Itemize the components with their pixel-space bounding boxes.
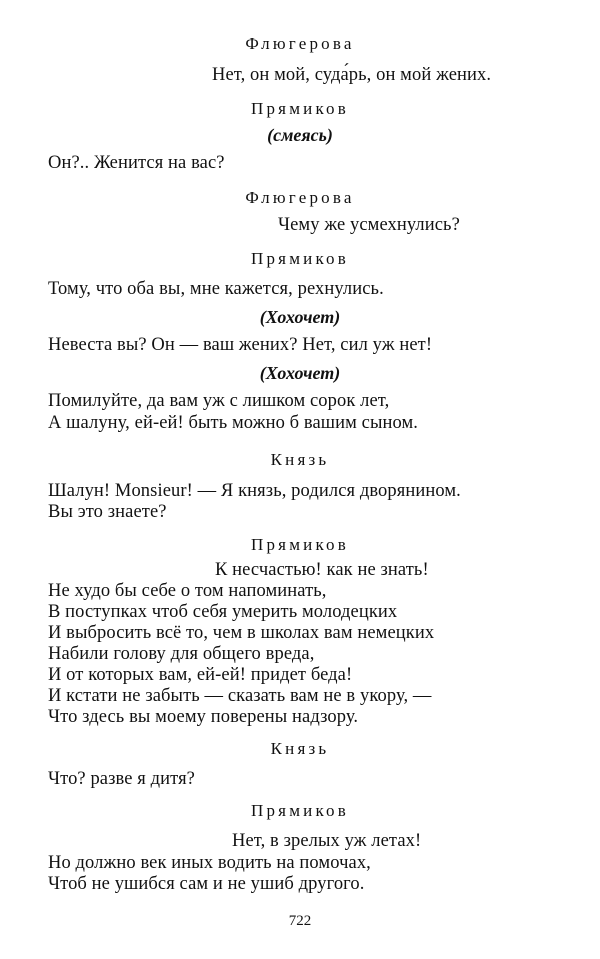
verse-line: Чему же усмехнулись?	[278, 215, 460, 235]
verse-line: Шалун! Monsieur! — Я князь, родился дворянином.	[48, 481, 461, 501]
verse-line: Он?.. Женится на вас?	[48, 153, 225, 173]
page-number: 722	[288, 913, 312, 929]
speaker-name: Прямиков	[251, 535, 349, 554]
verse-line: Вы это знаете?	[48, 502, 167, 522]
verse-line: И кстати не забыть — сказать вам не в укору, —	[48, 686, 432, 706]
verse-line: Не худо бы себе о том напоминать,	[48, 581, 327, 601]
verse-line: Нет, он мой, суда́рь, он мой жених.	[212, 65, 492, 85]
speaker-name: Князь	[270, 739, 330, 758]
speaker-name: Флюгерова	[245, 34, 355, 53]
verse-line: Невеста вы? Он — ваш жених? Нет, сил уж нет!	[48, 335, 433, 355]
verse-line: А шалуну, ей-ей! быть можно б вашим сыном.	[48, 413, 419, 433]
verse-line: Что? разве я дитя?	[48, 769, 195, 789]
stage-direction: (Хохочет)	[259, 363, 341, 383]
speaker-name: Князь	[270, 450, 330, 469]
verse-line: Помилуйте, да вам уж с лишком сорок лет,	[48, 391, 390, 411]
speaker-name: Прямиков	[251, 801, 349, 820]
verse-line: Но должно век иных водить на помочах,	[48, 853, 371, 873]
verse-line: Набили голову для общего вреда,	[48, 644, 315, 664]
stage-direction: (смеясь)	[267, 125, 333, 145]
verse-line: К несчастью! как не знать!	[215, 560, 429, 580]
speaker-name: Прямиков	[251, 99, 349, 118]
verse-line: И выбросить всё то, чем в школах вам немецких	[48, 623, 435, 643]
verse-line: В поступках чтоб себя умерить молодецких	[48, 602, 398, 622]
verse-line: Чтоб не ушибся сам и не ушиб другого.	[48, 874, 365, 894]
verse-line: Что здесь вы моему поверены надзору.	[48, 707, 359, 727]
verse-line: И от которых вам, ей-ей! придет беда!	[48, 665, 353, 685]
verse-line: Тому, что оба вы, мне кажется, рехнулись.	[48, 279, 384, 299]
stage-direction: (Хохочет)	[259, 307, 341, 327]
speaker-name: Флюгерова	[245, 188, 355, 207]
speaker-name: Прямиков	[251, 249, 349, 268]
verse-line: Нет, в зрелых уж летах!	[232, 831, 422, 851]
